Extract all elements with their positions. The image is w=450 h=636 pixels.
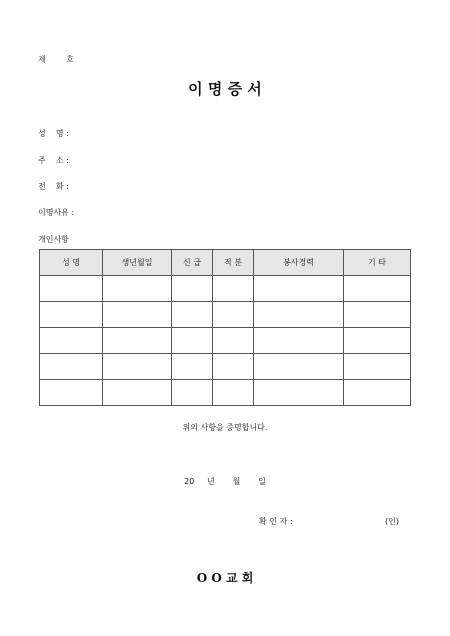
table-cell — [344, 380, 411, 406]
table-cell — [40, 276, 103, 302]
table-cell — [172, 302, 213, 328]
table-cell — [254, 328, 344, 354]
table-cell — [103, 276, 172, 302]
table-cell — [213, 380, 254, 406]
table-cell — [103, 302, 172, 328]
issue-date-line: 20 년 월 일 — [184, 477, 266, 486]
table-header-row — [40, 250, 411, 276]
column-header-birthdate: 생년월일 — [103, 250, 172, 276]
column-header-faith-level: 신 급 — [172, 250, 213, 276]
table-row — [40, 354, 411, 380]
field-address-label: 주 소 : — [38, 156, 69, 165]
table-cell — [103, 328, 172, 354]
column-header-name: 성 명 — [40, 250, 103, 276]
personal-info-table — [39, 249, 411, 406]
table-cell — [40, 302, 103, 328]
table-cell — [172, 354, 213, 380]
document-title: 이 명 증 서 — [188, 80, 262, 98]
field-phone-label: 전 화 : — [38, 182, 69, 191]
table-cell — [172, 380, 213, 406]
table-cell — [40, 380, 103, 406]
table-cell — [213, 276, 254, 302]
column-header-service-record: 봉사경력 — [254, 250, 344, 276]
table-cell — [172, 328, 213, 354]
table-cell — [254, 276, 344, 302]
table-cell — [103, 380, 172, 406]
personal-info-section-label: 개인사항 — [38, 235, 69, 244]
table-row — [40, 380, 411, 406]
table-row — [40, 276, 411, 302]
table-cell — [254, 302, 344, 328]
table-row — [40, 302, 411, 328]
table-cell — [344, 302, 411, 328]
table-cell — [103, 354, 172, 380]
seal-mark: (인) — [385, 517, 399, 526]
table-cell — [213, 302, 254, 328]
table-cell — [344, 276, 411, 302]
column-header-other: 기 타 — [344, 250, 411, 276]
table-cell — [344, 328, 411, 354]
table-cell — [254, 380, 344, 406]
table-cell — [213, 328, 254, 354]
table-cell — [254, 354, 344, 380]
table-cell — [40, 328, 103, 354]
field-name-label: 성 명 : — [38, 129, 69, 138]
table-row — [40, 328, 411, 354]
church-name: O O 교 회 — [196, 571, 254, 585]
document-number: 제 호 — [38, 55, 74, 64]
confirmer-label: 확 인 자 : — [259, 517, 293, 526]
confirmation-statement: 위의 사항을 증명합니다. — [182, 423, 268, 432]
table-cell — [172, 276, 213, 302]
table-cell — [344, 354, 411, 380]
field-transfer-reason-label: 이명사유 : — [38, 208, 75, 217]
column-header-position: 직 분 — [213, 250, 254, 276]
table-cell — [213, 354, 254, 380]
table-cell — [40, 354, 103, 380]
